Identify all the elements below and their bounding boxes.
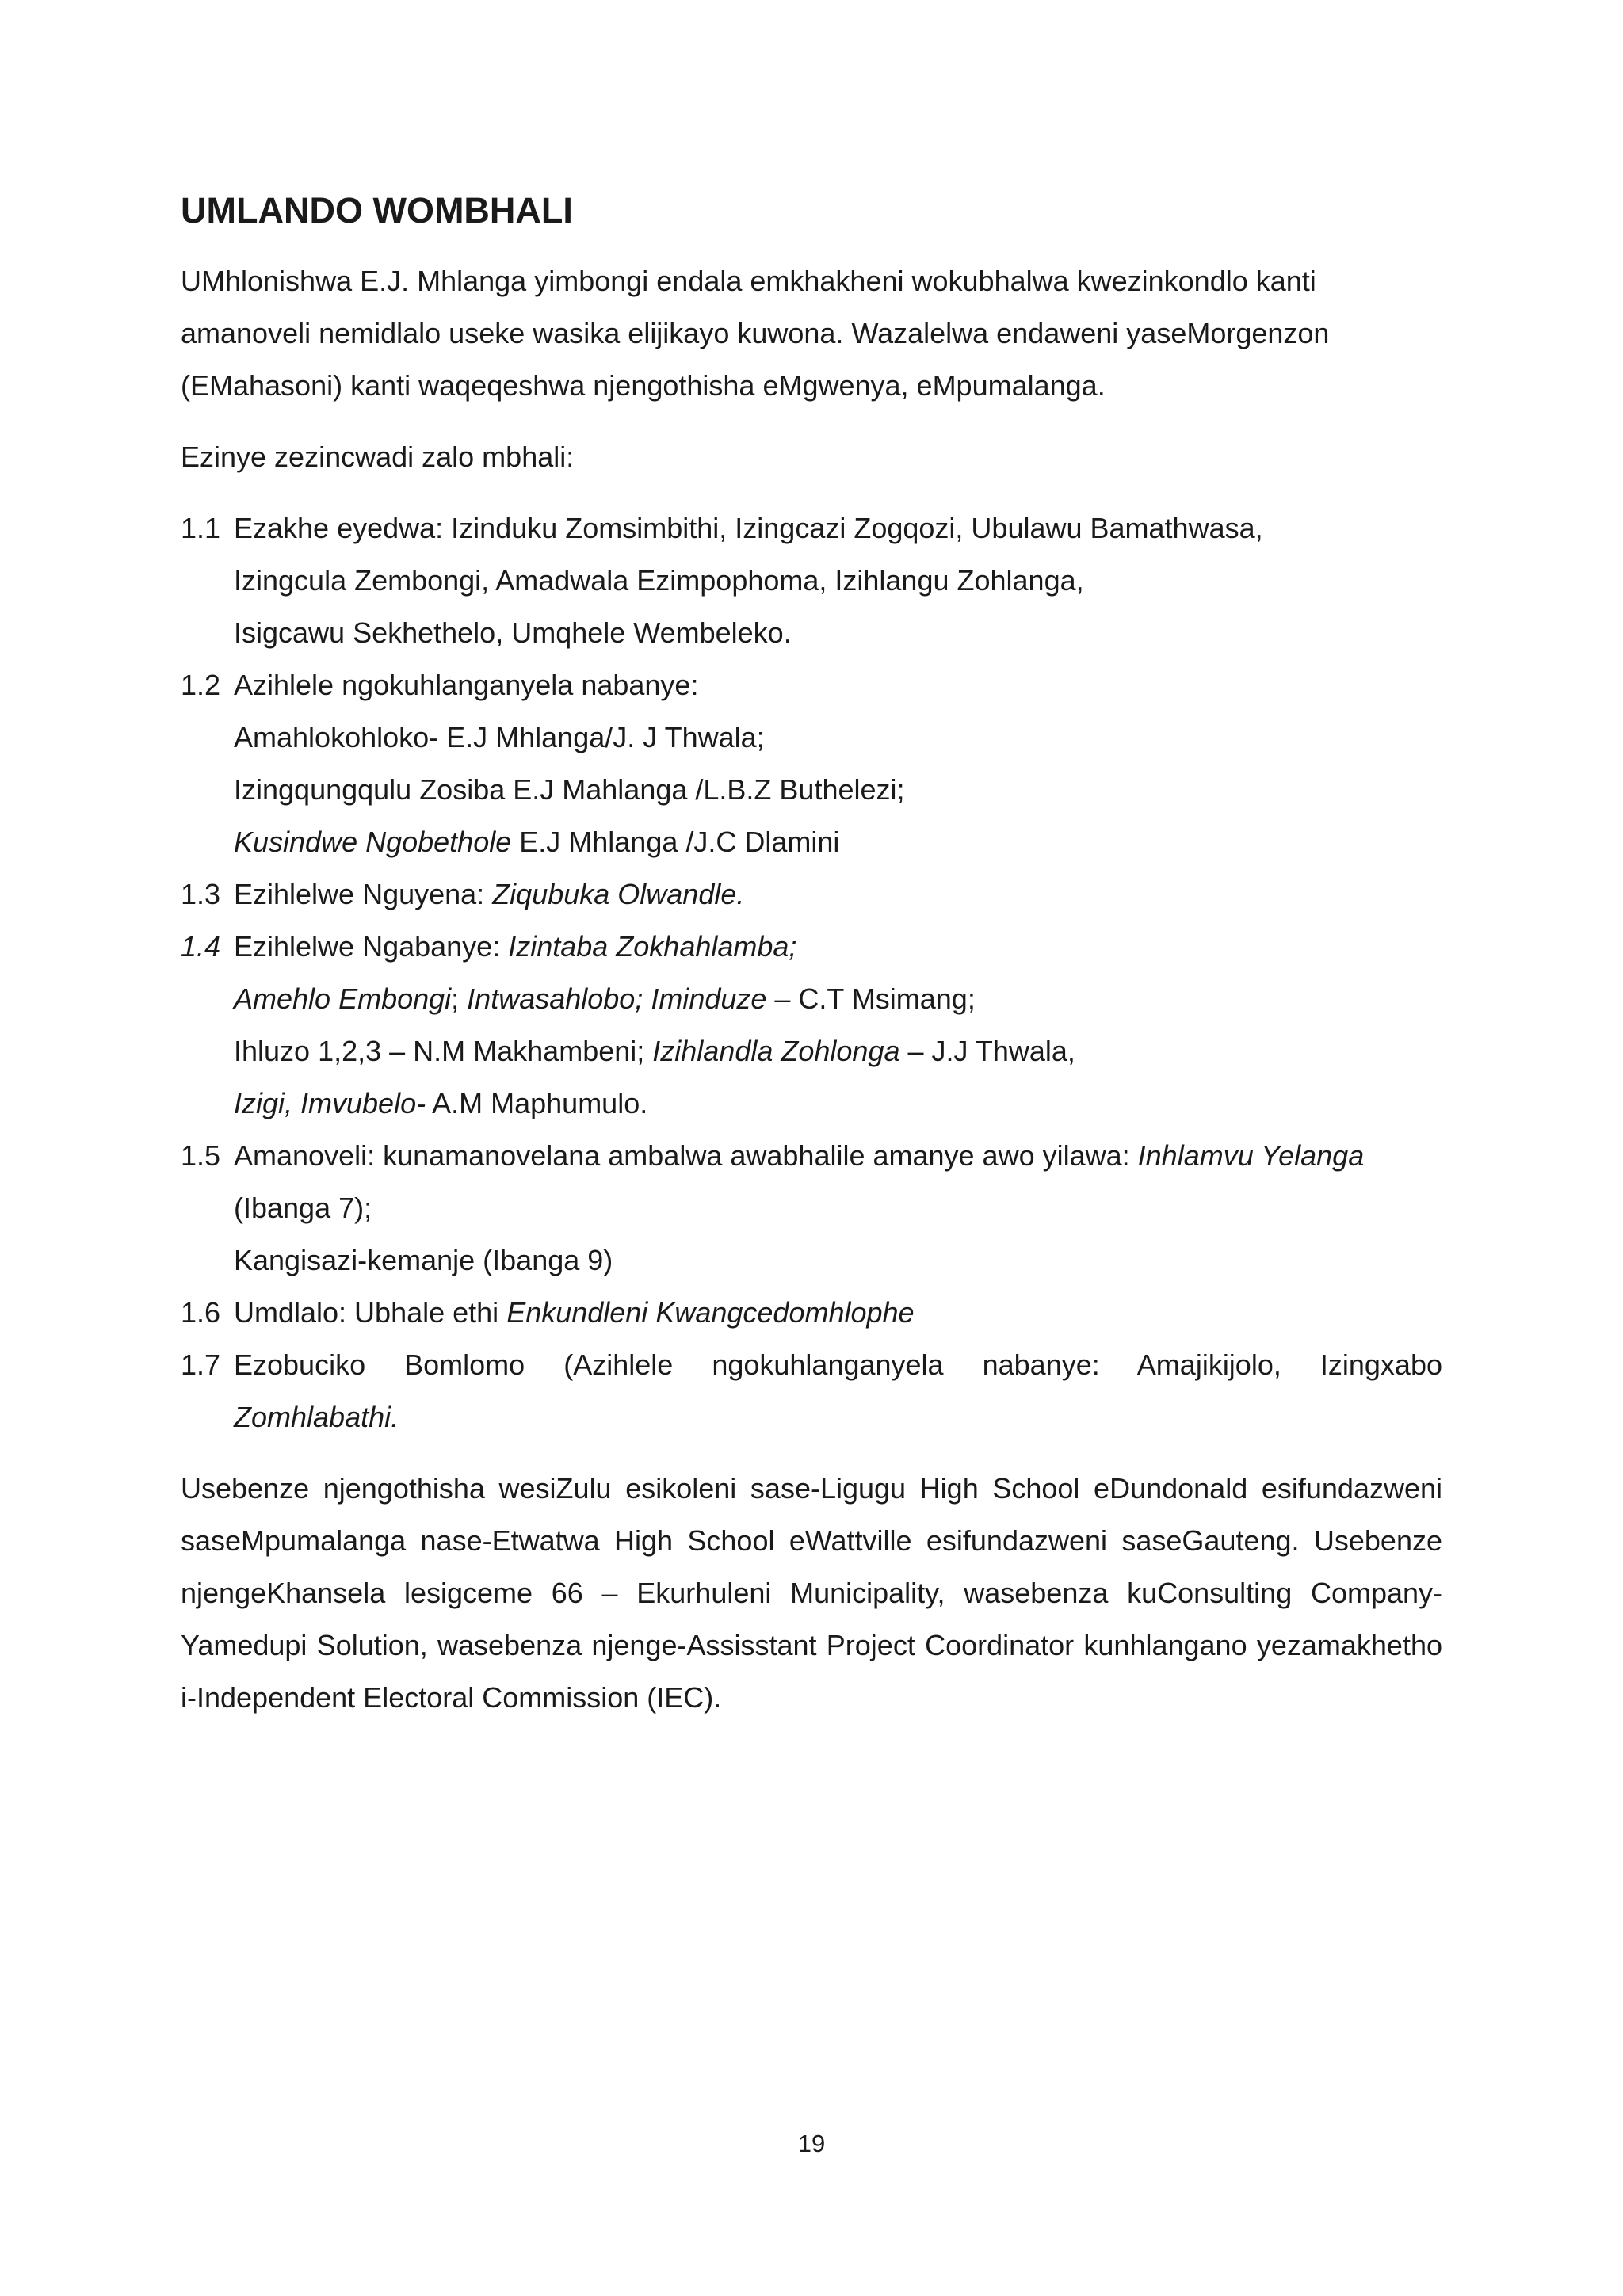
item-body xyxy=(234,868,1442,921)
item-line xyxy=(234,1287,1442,1339)
intro-line: (EMahasoni) kanti waqeqeshwa njengothisha eMgwenya, eMpumalanga. xyxy=(181,369,1106,402)
list-item xyxy=(181,659,1442,868)
item-line: Azihlele ngokuhlanganyela nabanye: xyxy=(234,669,699,701)
item-line xyxy=(234,1077,1442,1130)
item-text: Ezihlelwe Nguyena: xyxy=(234,878,493,910)
item-line: Izingqungqulu Zosiba E.J Mahlanga /L.B.Z Buthelezi; xyxy=(234,773,905,806)
page-content xyxy=(181,189,1442,1724)
intro-paragraph xyxy=(181,255,1442,412)
item-line: (Ibanga 7); xyxy=(234,1192,372,1224)
item-line xyxy=(234,921,1442,973)
item-text: Ezihlelwe Ngabanye: xyxy=(234,930,509,963)
item-text: Ihluzo 1,2,3 – N.M Makhambeni; xyxy=(234,1035,653,1067)
book-title: Inhlamvu Yelanga xyxy=(1137,1139,1365,1172)
item-number: 1.4 xyxy=(181,930,221,963)
book-authors: A.M Maphumulo. xyxy=(426,1087,648,1119)
item-text: ; xyxy=(451,982,468,1015)
item-body xyxy=(234,502,1442,659)
list-item xyxy=(181,1287,1442,1339)
item-number: 1.5 xyxy=(181,1139,221,1172)
item-line xyxy=(234,1130,1442,1182)
item-line: Izingcula Zembongi, Amadwala Ezimpophoma, Izihlangu Zohlanga, xyxy=(234,564,1084,597)
book-title: Intwasahlobo; Iminduze xyxy=(467,982,767,1015)
book-title: Amehlo Embongi xyxy=(234,982,452,1015)
list-item xyxy=(181,502,1442,659)
page-title: UMLANDO WOMBHALI xyxy=(181,190,573,231)
closing-paragraph: Usebenze njengothisha wesiZulu esikoleni sase-Ligugu High School eDundonald esifundazweni saseMpumalanga nase-Etwatwa High School eWattville esifundazweni saseGauteng. Usebenze njengeKhansela lesigceme 66 – Ekurhuleni Municipality, wasebenza kuConsulting Company-Yamedupi Solution, wasebenza njenge-Assisstant Project Coordinator kunhlangano yezamakhetho i-Independent Electoral Commission (IEC). xyxy=(181,1472,1442,1714)
item-line xyxy=(234,1025,1442,1077)
book-title: Ziqubuka Olwandle. xyxy=(492,878,745,910)
item-body xyxy=(234,1339,1442,1444)
works-list xyxy=(181,502,1442,1444)
page-number: 19 xyxy=(797,2130,826,2157)
book-authors: – J.J Thwala, xyxy=(899,1035,1075,1067)
item-line xyxy=(234,816,1442,868)
item-line: Ezobuciko Bomlomo (Azihlele ngokuhlanganyela nabanye: Amajikijolo, Izingxabo xyxy=(234,1348,1442,1381)
item-number: 1.6 xyxy=(181,1296,221,1329)
book-authors: E.J Mhlanga /J.C Dlamini xyxy=(511,826,840,858)
item-line: Amahlokohloko- E.J Mhlanga/J. J Thwala; xyxy=(234,721,765,753)
list-item xyxy=(181,921,1442,1130)
book-title: Izigi, Imvubelo- xyxy=(234,1087,426,1119)
list-item xyxy=(181,868,1442,921)
list-item xyxy=(181,1339,1442,1444)
item-line: Isigcawu Sekhethelo, Umqhele Wembeleko. xyxy=(234,616,792,649)
intro-line: amanoveli nemidlalo useke wasika elijikayo kuwona. Wazalelwa endaweni yaseMorgenzon xyxy=(181,317,1330,349)
book-title: Izihlandla Zohlonga xyxy=(652,1035,900,1067)
book-title: Zomhlabathi. xyxy=(234,1401,399,1433)
book-title: Enkundleni Kwangcedomhlophe xyxy=(506,1296,915,1329)
item-number: 1.7 xyxy=(181,1348,221,1381)
list-item xyxy=(181,1130,1442,1287)
book-title: Izintaba Zokhahlamba; xyxy=(508,930,797,963)
item-text: Umdlalo: Ubhale ethi xyxy=(234,1296,507,1329)
item-body xyxy=(234,1287,1442,1339)
book-title: Kusindwe Ngobethole xyxy=(234,826,512,858)
item-line xyxy=(234,868,1442,921)
item-line xyxy=(234,973,1442,1025)
works-lead-text: Ezinye zezincwadi zalo mbhali: xyxy=(181,441,575,473)
item-body xyxy=(234,921,1442,1130)
item-number: 1.3 xyxy=(181,878,221,910)
item-body xyxy=(234,659,1442,868)
book-authors: – C.T Msimang; xyxy=(766,982,976,1015)
item-line: Ezakhe eyedwa: Izinduku Zomsimbithi, Izingcazi Zogqozi, Ubulawu Bamathwasa, xyxy=(234,512,1263,544)
intro-line: UMhlonishwa E.J. Mhlanga yimbongi endala emkhakheni wokubhalwa kwezinkondlo kanti xyxy=(181,265,1316,297)
item-text: Amanoveli: kunamanovelana ambalwa awabhalile amanye awo yilawa: xyxy=(234,1139,1138,1172)
item-line: Kangisazi-kemanje (Ibanga 9) xyxy=(234,1244,613,1276)
item-number: 1.1 xyxy=(181,512,221,544)
item-body xyxy=(234,1130,1442,1287)
item-number: 1.2 xyxy=(181,669,221,701)
